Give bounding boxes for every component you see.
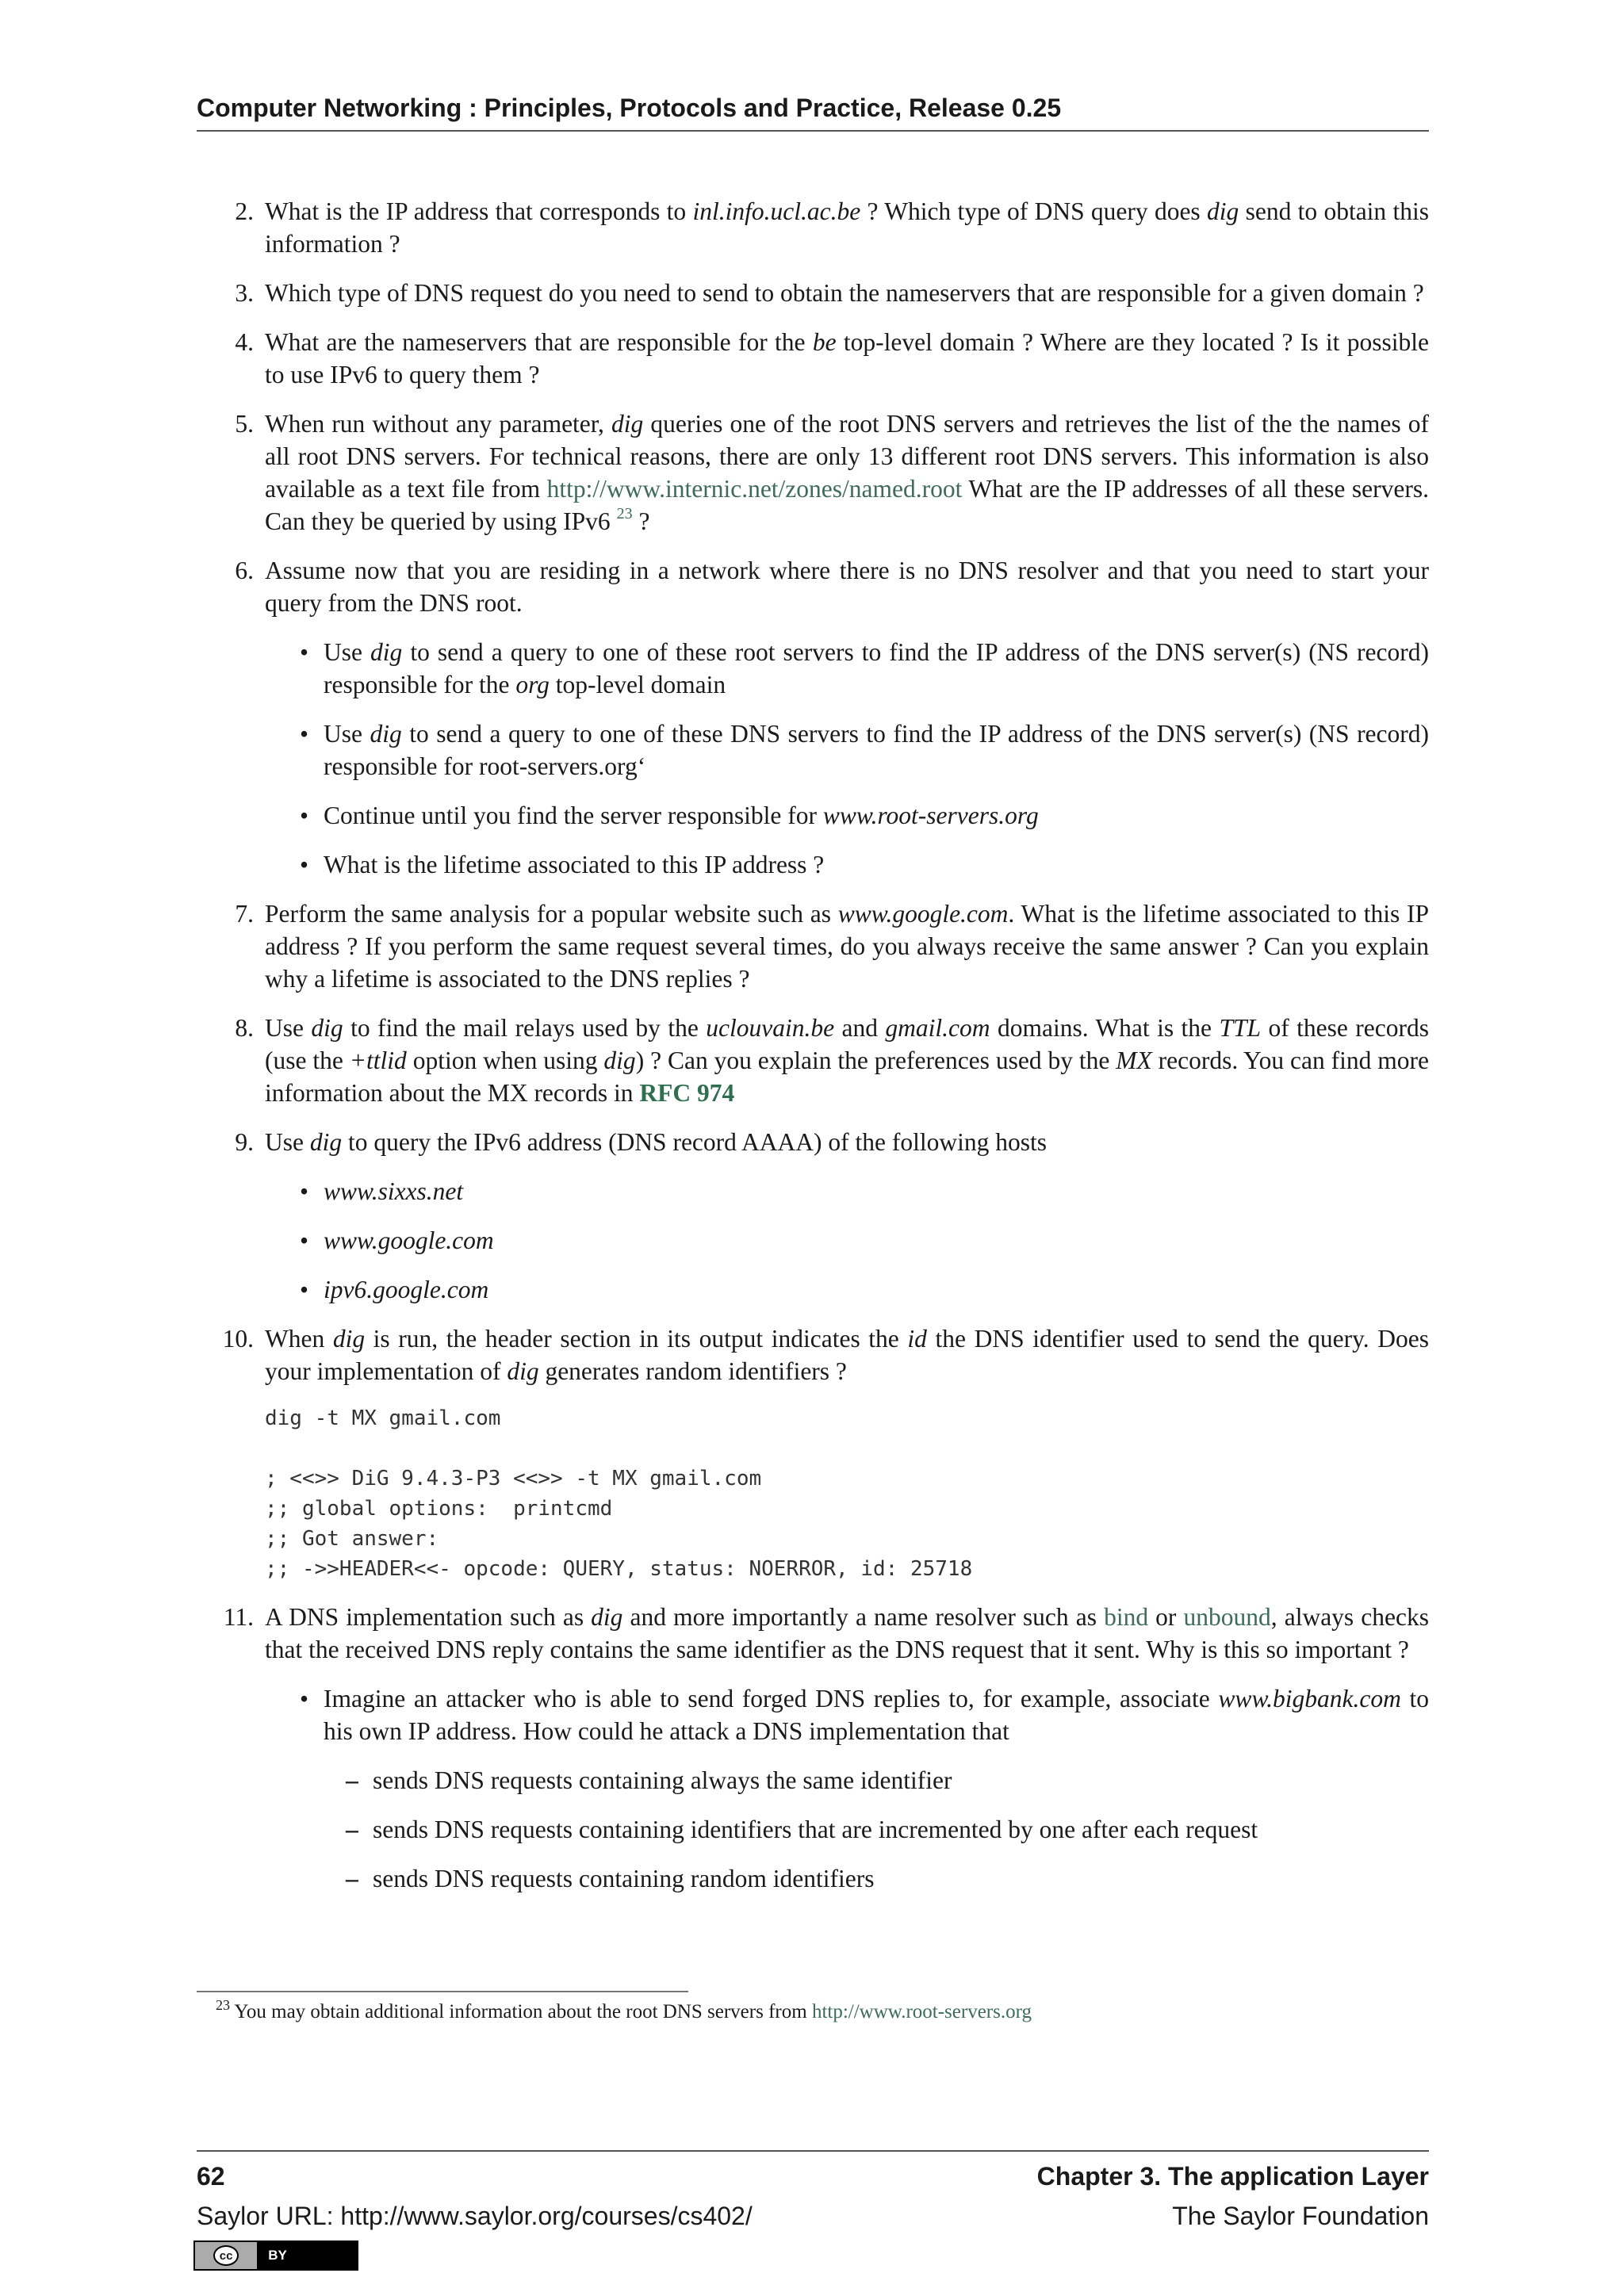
- exercise-item-3: [197, 277, 1429, 309]
- dash-item: – sends DNS requests containing always the same identifier: [324, 1764, 1429, 1797]
- footnote-ref-23[interactable]: 23: [616, 505, 633, 522]
- bullet-mark: •: [300, 1276, 309, 1303]
- exercise-item-10: [197, 1322, 1429, 1584]
- footer-rule: [197, 2150, 1429, 2152]
- page-number: 62: [197, 2162, 225, 2191]
- footer-left: [197, 2156, 753, 2236]
- item-number: 8.: [235, 1014, 254, 1042]
- item-text: A DNS implementation such as dig and more importantly a name resolver such as bind or unbound, always checks that the received DNS reply contains the same identifier as the DNS request that it sent. Why is this so important ?: [265, 1603, 1429, 1663]
- item-number: 2.: [235, 197, 254, 225]
- footnote-number: 23: [216, 1997, 230, 2013]
- code-line: ;; Got answer:: [265, 1527, 439, 1551]
- host-list: [265, 1175, 1429, 1306]
- root-servers-link[interactable]: http://www.root-servers.org: [811, 2001, 1032, 2022]
- bullet-mark: •: [300, 851, 309, 878]
- attribution-icon: BY: [257, 2242, 357, 2269]
- code-block: [265, 1403, 1429, 1584]
- item-text: Use dig to find the mail relays used by the uclouvain.be and gmail.com domains. What is the TTL of these records (use the +ttlid option when using dig) ? Can you explain the preferences used by the MX records. You can find more information about the MX records in RFC 974: [265, 1014, 1429, 1107]
- code-line: dig -t MX gmail.com: [265, 1406, 501, 1430]
- dash-list: [324, 1764, 1429, 1895]
- exercise-item-5: [197, 408, 1429, 538]
- bullet-item: • www.sixxs.net: [265, 1175, 1429, 1207]
- exercise-list: [197, 195, 1429, 1911]
- item-text: What are the nameservers that are responsible for the be top-level domain ? Where are they located ? Is it possible to use IPv6 to query them ?: [265, 328, 1429, 388]
- item-number: 7.: [235, 900, 254, 928]
- dash-mark: –: [346, 1766, 358, 1794]
- bullet-item: • ipv6.google.com: [265, 1273, 1429, 1306]
- dash-item: – sends DNS requests containing identifiers that are incremented by one after each request: [324, 1813, 1429, 1846]
- exercise-item-9: [197, 1126, 1429, 1306]
- item-text: Assume now that you are residing in a network where there is no DNS resolver and that you need to start your query from the DNS root.: [265, 557, 1429, 617]
- bullet-item: • Continue until you find the server responsible for www.root-servers.org: [265, 799, 1429, 832]
- chapter-title: Chapter 3. The application Layer: [1036, 2162, 1429, 2191]
- code-line: ;; global options: printcmd: [265, 1497, 613, 1521]
- creative-commons-icon: cc: [195, 2242, 257, 2269]
- running-header: Computer Networking : Principles, Protocols and Practice, Release 0.25: [197, 90, 1429, 132]
- exercise-item-7: [197, 897, 1429, 995]
- bullet-mark: •: [300, 720, 309, 748]
- unbound-link[interactable]: unbound: [1183, 1603, 1271, 1631]
- dash-mark: –: [346, 1865, 358, 1892]
- bullet-mark: •: [300, 1177, 309, 1205]
- exercise-item-2: [197, 195, 1429, 260]
- item-text: Which type of DNS request do you need to send to obtain the nameservers that are responsible for a given domain ?: [265, 279, 1424, 307]
- rfc-974-link[interactable]: RFC 974: [639, 1079, 735, 1107]
- bind-link[interactable]: bind: [1104, 1603, 1149, 1631]
- item-text: When run without any parameter, dig queries one of the root DNS servers and retrieves the list of the the names of all root DNS servers. For technical reasons, there are only 13 different root DNS servers. This information is also available as a text file from http://www.internic.net/zones/named.root What are the IP addresses of all these servers. Can they be queried by using IPv6 $^{23}$ ?: [265, 410, 1429, 535]
- cc-by-license-badge: [193, 2241, 358, 2271]
- item-text: Perform the same analysis for a popular website such as www.google.com. What is the lifetime associated to this IP address ? If you perform the same request several times, do you always receive the same answer ? Can you explain why a lifetime is associated to the DNS replies ?: [265, 900, 1430, 993]
- item-number: 4.: [235, 328, 254, 356]
- named-root-link[interactable]: http://www.internic.net/zones/named.root: [546, 475, 963, 503]
- bullet-list: [265, 636, 1429, 881]
- item-number: 10.: [222, 1325, 254, 1353]
- publisher: The Saylor Foundation: [1172, 2202, 1429, 2230]
- item-text: Use dig to query the IPv6 address (DNS record AAAA) of the following hosts: [265, 1128, 1048, 1156]
- bullet-mark: •: [300, 802, 309, 829]
- exercise-item-8: [197, 1012, 1429, 1109]
- code-line: ; <<>> DiG 9.4.3-P3 <<>> -t MX gmail.com: [265, 1467, 762, 1490]
- dash-item: – sends DNS requests containing random identifiers: [324, 1862, 1429, 1895]
- saylor-url: Saylor URL: http://www.saylor.org/courses/cs402/: [197, 2202, 753, 2230]
- code-line: ;; ->>HEADER<<- opcode: QUERY, status: NOERROR, id: 25718: [265, 1557, 973, 1581]
- item-text: When dig is run, the header section in its output indicates the id the DNS identifier used to send the query. Does your implementation of dig generates random identifiers ?: [265, 1325, 1429, 1385]
- bullet-item: • www.google.com: [265, 1224, 1429, 1257]
- bullet-item: • Use dig to send a query to one of these DNS servers to find the IP address of the DNS server(s) (NS record) responsible for root-servers.org‘: [265, 718, 1429, 783]
- bullet-mark: •: [300, 1685, 309, 1712]
- footer-right: [1037, 2156, 1429, 2236]
- item-text: What is the IP address that corresponds to inl.info.ucl.ac.be ? Which type of DNS query does dig send to obtain this information ?: [265, 197, 1430, 258]
- bullet-item: • Use dig to send a query to one of these root servers to find the IP address of the DNS server(s) (NS record) responsible for the org top-level domain: [265, 636, 1429, 701]
- bullet-item: • What is the lifetime associated to this IP address ?: [265, 848, 1429, 881]
- item-number: 9.: [235, 1128, 254, 1156]
- bullet-item: • Imagine an attacker who is able to send forged DNS replies to, for example, associate www.bigbank.com to his own IP address. How could he attack a DNS implementation that – sends DNS requests containing always the same identifier – sends DNS requests containing identifiers that are incremented by one after each request – sends DNS requests containing random identifiers: [265, 1682, 1429, 1895]
- exercise-item-11: [197, 1601, 1429, 1895]
- bullet-mark: •: [300, 638, 309, 666]
- footnote-rule: [197, 1991, 688, 1992]
- item-number: 5.: [235, 410, 254, 438]
- bullet-list: [265, 1682, 1429, 1895]
- item-number: 6.: [235, 557, 254, 584]
- footnote-23: $^{23}$ You may obtain additional information about the root DNS servers from http://www.root-servers.org: [216, 1997, 1032, 2022]
- exercise-item-4: [197, 326, 1429, 391]
- exercise-item-6: [197, 554, 1429, 881]
- dash-mark: –: [346, 1816, 358, 1843]
- item-number: 11.: [223, 1603, 254, 1631]
- bullet-mark: •: [300, 1226, 309, 1254]
- item-number: 3.: [235, 279, 254, 307]
